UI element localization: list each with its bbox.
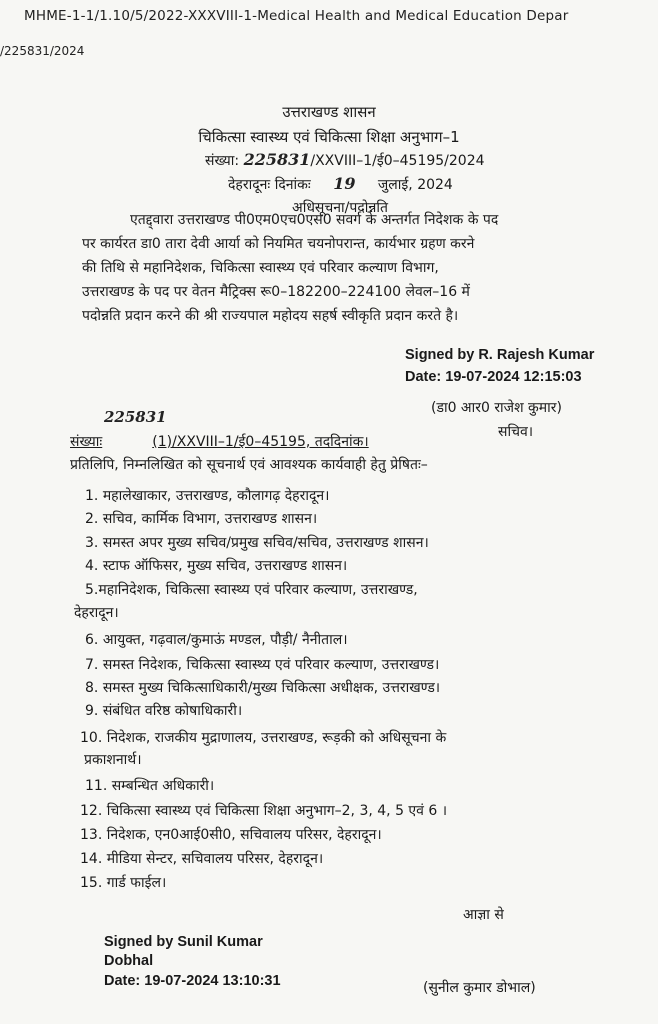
digital-signature: Signed by R. Rajesh Kumar xyxy=(405,347,595,363)
list-item xyxy=(85,580,418,599)
list-item-number: 2. xyxy=(85,511,99,527)
list-item-text: समस्त मुख्य चिकित्साधिकारी/मुख्य चिकित्सा अधीक्षक, उत्तराखण्ड। xyxy=(102,680,441,696)
list-item-text: सम्बन्धित अधिकारी। xyxy=(111,778,215,794)
list-item-text: गार्ड फाईल। xyxy=(106,875,167,891)
signatory-designation: सचिव। xyxy=(498,424,534,440)
copy-intro: प्रतिलिपि, निम्नलिखित को सूचनार्थ एवं आवश्यक कार्यवाही हेतु प्रेषितः– xyxy=(70,457,428,473)
list-item-number: 14. xyxy=(80,851,103,867)
list-item xyxy=(85,655,439,674)
list-item-text: मीडिया सेन्टर, सचिवालय परिसर, देहरादून। xyxy=(106,851,324,867)
list-item xyxy=(85,486,329,505)
list-item xyxy=(85,678,440,697)
list-item xyxy=(85,509,317,528)
by-order-text: आज्ञा से xyxy=(463,907,504,923)
list-item-text: सचिव, कार्मिक विभाग, उत्तराखण्ड शासन। xyxy=(102,511,318,527)
list-item-continuation: देहरादून। xyxy=(74,605,119,621)
signatory-name: (डा0 आर0 राजेश कुमार) xyxy=(431,400,562,416)
digital-signature: Signed by Sunil Kumar xyxy=(104,934,263,950)
list-item-number: 4. xyxy=(85,558,99,574)
handwritten-number: 225831 xyxy=(243,150,311,169)
list-item-number: 15. xyxy=(80,875,103,891)
body-line: की तिथि से महानिदेशक, चिकित्सा स्वास्थ्य एवं परिवार कल्याण विभाग, xyxy=(82,260,439,276)
government-title: उत्तराखण्ड शासन xyxy=(282,103,376,121)
handwritten-day: 19 xyxy=(333,174,356,193)
list-item-text: चिकित्सा स्वास्थ्य एवं चिकित्सा शिक्षा अनुभाग–2, 3, 4, 5 एवं 6 । xyxy=(106,803,448,819)
body-line: एतद्द्वारा उत्तराखण्ड पी0एम0एच0एस0 सवर्ग के अन्तर्गत निदेशक के पद xyxy=(130,212,499,228)
signature-date: Date: 19-07-2024 12:15:03 xyxy=(405,369,582,385)
list-item-number: 6. xyxy=(85,632,99,648)
copy-number xyxy=(70,432,369,451)
list-item xyxy=(85,776,214,795)
list-item-continuation: प्रकाशनार्थ। xyxy=(84,752,142,768)
body-line: पर कार्यरत डा0 तारा देवी आर्या को नियमित चयनोपरान्त, कार्यभार ग्रहण करने xyxy=(82,236,475,252)
list-item-text: आयुक्त, गढ़वाल/कुमाऊं मण्डल, पौड़ी/ नैनीताल। xyxy=(102,632,348,648)
list-item xyxy=(85,701,242,720)
body-line: उत्तराखण्ड के पद पर वेतन मैट्रिक्स रू0–182200–224100 लेवल–16 में xyxy=(82,284,470,300)
date-label: देहरादूनः दिनांकः xyxy=(228,177,311,193)
list-item-number: 11. xyxy=(85,778,108,794)
list-item xyxy=(85,630,348,649)
list-item xyxy=(80,801,447,820)
signatory-name: (सुनील कुमार डोभाल) xyxy=(423,980,536,996)
list-item-number: 9. xyxy=(85,703,99,719)
list-item xyxy=(80,825,382,844)
notice-title: अधिसूचना/पदोन्नति xyxy=(292,200,388,216)
list-item-number: 8. xyxy=(85,680,99,696)
number-suffix: /XXVIII–1/ई0–45195/2024 xyxy=(310,153,485,169)
list-item-number: 13. xyxy=(80,827,103,843)
number-label: संख्या: xyxy=(205,153,240,169)
list-item-number: 7. xyxy=(85,657,99,673)
list-item-text: स्टाफ ऑफिसर, मुख्य सचिव, उत्तराखण्ड शासन। xyxy=(102,558,348,574)
list-item xyxy=(85,533,429,552)
list-item xyxy=(80,873,166,892)
list-item-number: 1. xyxy=(85,488,99,504)
list-item xyxy=(80,849,323,868)
list-item-text: निदेशक, एन0आई0सी0, सचिवालय परिसर, देहरादून। xyxy=(106,827,382,843)
digital-signature-continued: Dobhal xyxy=(104,953,154,969)
body-line: पदोन्नति प्रदान करने की श्री राज्यपाल महोदय सहर्ष स्वीकृति प्रदान करते है। xyxy=(82,308,459,324)
copy-number-label: संख्याः xyxy=(70,434,103,450)
list-item xyxy=(80,728,446,747)
list-item-number: 12. xyxy=(80,803,103,819)
list-item-number: 5. xyxy=(85,582,99,598)
list-item-text: समस्त अपर मुख्य सचिव/प्रमुख सचिव/सचिव, उत्तराखण्ड शासन। xyxy=(102,535,429,551)
list-item-text: समस्त निदेशक, चिकित्सा स्वास्थ्य एवं परिवार कल्याण, उत्तराखण्ड। xyxy=(102,657,440,673)
signature-date: Date: 19-07-2024 13:10:31 xyxy=(104,973,281,989)
copy-number-text: (1)/XXVIII–1/ई0–45195, तददिनांक। xyxy=(152,434,369,450)
list-item-text: महानिदेशक, चिकित्सा स्वास्थ्य एवं परिवार कल्याण, उत्तराखण्ड, xyxy=(98,582,418,598)
letter-date xyxy=(228,174,453,194)
handwritten-copy-number: 225831 xyxy=(104,408,167,426)
list-item-number: 10. xyxy=(80,730,103,746)
document-id: /225831/2024 xyxy=(0,44,85,58)
list-item-text: महालेखाकार, उत्तराखण्ड, कौलागढ़ देहरादून। xyxy=(102,488,330,504)
list-item-text: निदेशक, राजकीय मुद्राणालय, उत्तराखण्ड, रूड़की को अधिसूचना के xyxy=(106,730,447,746)
file-reference: MHME-1-1/1.10/5/2022-XXXVIII-1-Medical Health and Medical Education Depar xyxy=(24,8,569,24)
list-item xyxy=(85,556,347,575)
department-name: चिकित्सा स्वास्थ्य एवं चिकित्सा शिक्षा अनुभाग–1 xyxy=(198,128,460,146)
letter-number xyxy=(205,150,485,170)
date-rest: जुलाई, 2024 xyxy=(377,177,453,193)
list-item-number: 3. xyxy=(85,535,99,551)
list-item-text: संबंधित वरिष्ठ कोषाधिकारी। xyxy=(102,703,243,719)
